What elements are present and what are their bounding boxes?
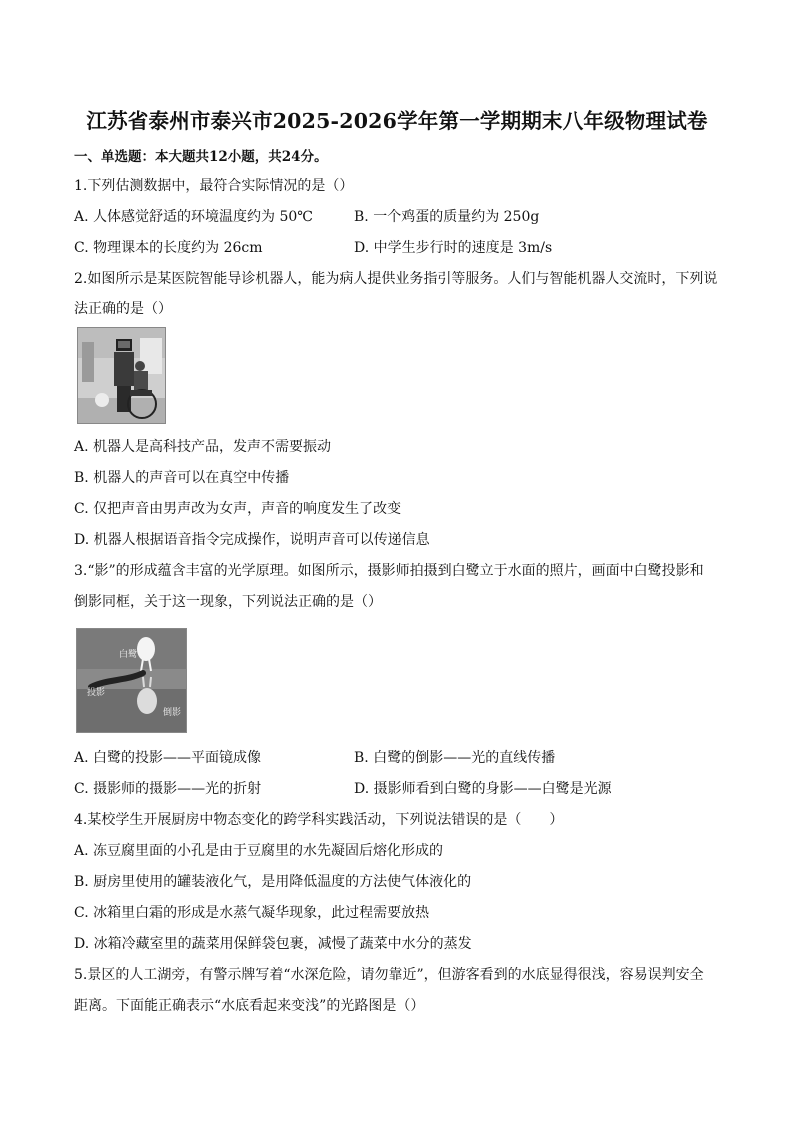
exam-title: 江苏省泰州市泰兴市2025-2026学年第一学期期末八年级物理试卷 (86, 109, 708, 133)
egret-photo-image (77, 629, 186, 732)
q2-option-c: C. 仅把声音由男声改为女声，声音的响度发生了改变 (74, 501, 402, 517)
q3-stem-line2: 倒影同框，关于这一现象，下列说法正确的是（） (74, 594, 382, 610)
q4-option-d: D. 冰箱冷藏室里的蔬菜用保鲜袋包裹，减慢了蔬菜中水分的蒸发 (74, 936, 472, 952)
q4-option-c: C. 冰箱里白霜的形成是水蒸气凝华现象，此过程需要放热 (74, 905, 430, 921)
q2-stem-line1: 2.如图所示是某医院智能导诊机器人，能为病人提供业务指引等服务。人们与智能机器人交流时，下列说 (74, 271, 718, 287)
q4-stem: 4.某校学生开展厨房中物态变化的跨学科实践活动，下列说法错误的是（ ） (74, 812, 564, 828)
section-heading: 一、单选题：本大题共12小题，共24分。 (74, 149, 328, 165)
q3-option-d: D. 摄影师看到白鹭的身影——白鹭是光源 (354, 781, 612, 797)
q1-option-a: A. 人体感觉舒适的环境温度约为 50℃ (74, 209, 313, 225)
q3-option-c: C. 摄影师的摄影——光的折射 (74, 781, 262, 797)
robot-photo (77, 327, 166, 424)
q4-option-a: A. 冻豆腐里面的小孔是由于豆腐里的水先凝固后熔化形成的 (74, 843, 444, 859)
q1-stem: 1.下列估测数据中，最符合实际情况的是（） (74, 178, 354, 194)
reflection-label: 倒影 (163, 708, 182, 718)
q3-stem-line1: 3.“影”的形成蕴含丰富的光学原理。如图所示，摄影师拍摄到白鹭立于水面的照片，画面中白鹭投影和 (74, 563, 704, 579)
q5-stem-line2: 距离。下面能正确表示“水底看起来变浅”的光路图是（） (74, 998, 425, 1014)
q1-option-b: B. 一个鸡蛋的质量约为 250g (354, 209, 540, 225)
robot-photo-image (78, 328, 165, 423)
egret-photo (76, 628, 187, 733)
q2-stem-line2: 法正确的是（） (74, 301, 172, 317)
egret-label: 白鹭 (119, 650, 138, 660)
q3-option-a: A. 白鹭的投影——平面镜成像 (74, 750, 262, 766)
q1-option-c: C. 物理课本的长度约为 26cm (74, 240, 263, 256)
q5-stem-line1: 5.景区的人工湖旁，有警示牌写着“水深危险，请勿靠近”，但游客看到的水底显得很浅，容易误判安全 (74, 967, 704, 983)
q2-option-b: B. 机器人的声音可以在真空中传播 (74, 470, 290, 486)
q2-option-d: D. 机器人根据语音指令完成操作，说明声音可以传递信息 (74, 532, 430, 548)
shadow-label: 投影 (87, 688, 106, 698)
q4-option-b: B. 厨房里使用的罐装液化气，是用降低温度的方法使气体液化的 (74, 874, 472, 890)
q1-option-d: D. 中学生步行时的速度是 3m/s (354, 240, 553, 256)
q2-option-a: A. 机器人是高科技产品，发声不需要振动 (74, 439, 332, 455)
q3-option-b: B. 白鹭的倒影——光的直线传播 (354, 750, 556, 766)
